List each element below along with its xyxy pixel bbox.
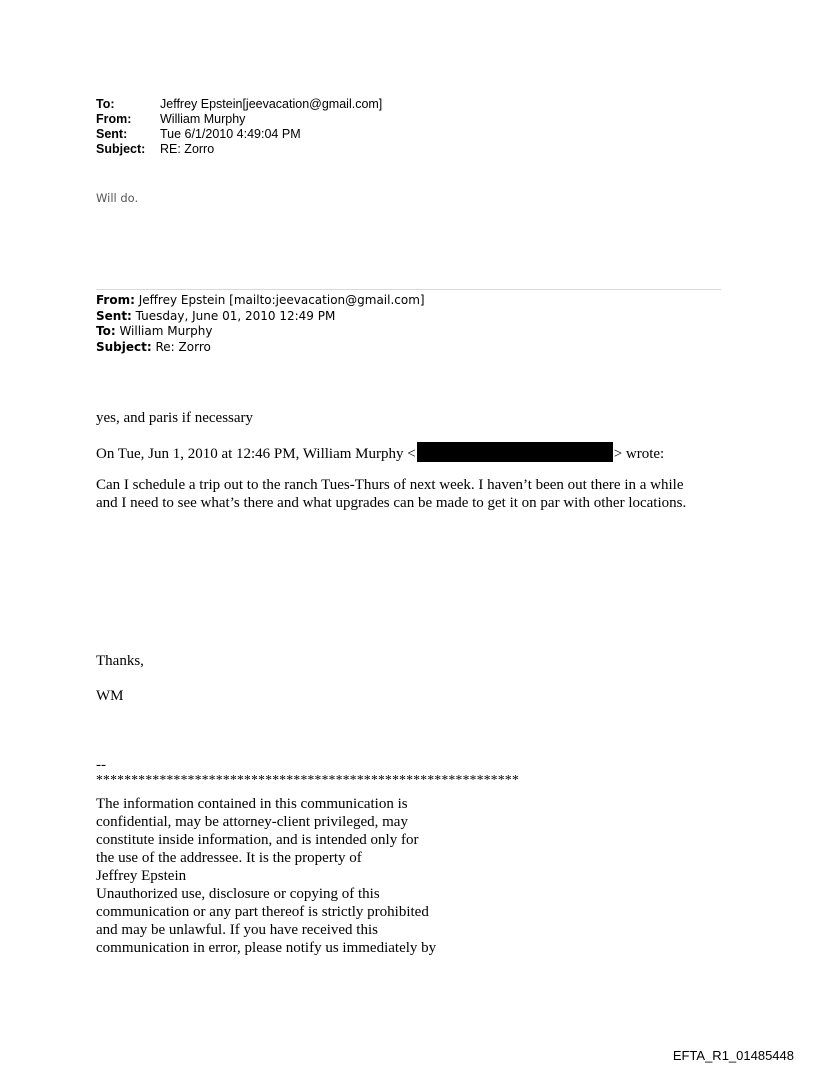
header-subject-label: Subject: (96, 142, 146, 156)
header-sent-label: Sent: (96, 127, 128, 141)
header-subject-value: RE: Zorro (160, 142, 215, 156)
original-sent-value: Tuesday, June 01, 2010 12:49 PM (131, 308, 336, 323)
original-from-value: Jeffrey Epstein [mailto:jeevacation@gmail.com] (134, 293, 425, 307)
header-to-label: To: (96, 97, 115, 111)
quoted-paragraph: Can I schedule a trip out to the ranch Tues-Thurs of next week. I haven’t been out there in a while and I need to see what’s there and what upgrades can be made to get it on par with other locations. (96, 477, 687, 511)
disclaimer-line: confidential, may be attorney-client privileged, may (96, 814, 408, 830)
header-from-value: William Murphy (160, 112, 246, 126)
disclaimer-line: communication in error, please notify us immediately by (96, 940, 437, 956)
original-sent-label: Sent: (96, 308, 132, 323)
original-subject-row (96, 340, 425, 356)
original-to-value: William Murphy (115, 324, 213, 338)
original-to-label: To: (96, 324, 116, 338)
header-subject-row (96, 142, 382, 157)
signature-separator: -- (96, 757, 106, 773)
confidentiality-disclaimer (96, 795, 476, 957)
email-header (96, 97, 382, 157)
original-message-header (96, 293, 425, 355)
disclaimer-line: constitute inside information, and is intended only for (96, 832, 419, 848)
closing-thanks: Thanks, (96, 653, 144, 669)
header-sent-value: Tue 6/1/2010 4:49:04 PM (160, 127, 301, 141)
quote-attribution-suffix: > wrote: (613, 446, 665, 462)
disclaimer-line: communication or any part thereof is strictly prohibited (96, 904, 429, 920)
bates-number: EFTA_R1_01485448 (672, 1048, 794, 1063)
disclaimer-line: the use of the addressee. It is the property of (96, 850, 362, 866)
quote-attribution (96, 442, 716, 463)
header-to-row (96, 97, 382, 112)
header-to-value: Jeffrey Epstein[jeevacation@gmail.com] (160, 97, 383, 111)
original-subject-label: Subject: (96, 339, 152, 354)
original-from-label: From: (96, 293, 135, 307)
asterisk-separator: ************************************************************ (96, 772, 519, 787)
header-sent-row (96, 127, 382, 142)
disclaimer-line: The information contained in this communication is (96, 796, 408, 812)
message-divider (96, 289, 721, 290)
original-to-row (96, 324, 425, 340)
header-from-row (96, 112, 382, 127)
redaction-box (417, 442, 613, 462)
quote-attribution-prefix: On Tue, Jun 1, 2010 at 12:46 PM, William Murphy < (96, 446, 416, 462)
signature-initials: WM (96, 688, 124, 704)
original-sent-row (96, 309, 425, 325)
original-from-row (96, 293, 425, 309)
header-from-label: From: (96, 112, 132, 126)
original-subject-value: Re: Zorro (151, 339, 211, 354)
disclaimer-line: Unauthorized use, disclosure or copying of this (96, 886, 380, 902)
reply-greeting: Will do. (96, 191, 139, 205)
reply-text: yes, and paris if necessary (96, 410, 254, 426)
disclaimer-line: Jeffrey Epstein (96, 868, 187, 884)
disclaimer-line: and may be unlawful. If you have received this (96, 922, 378, 938)
